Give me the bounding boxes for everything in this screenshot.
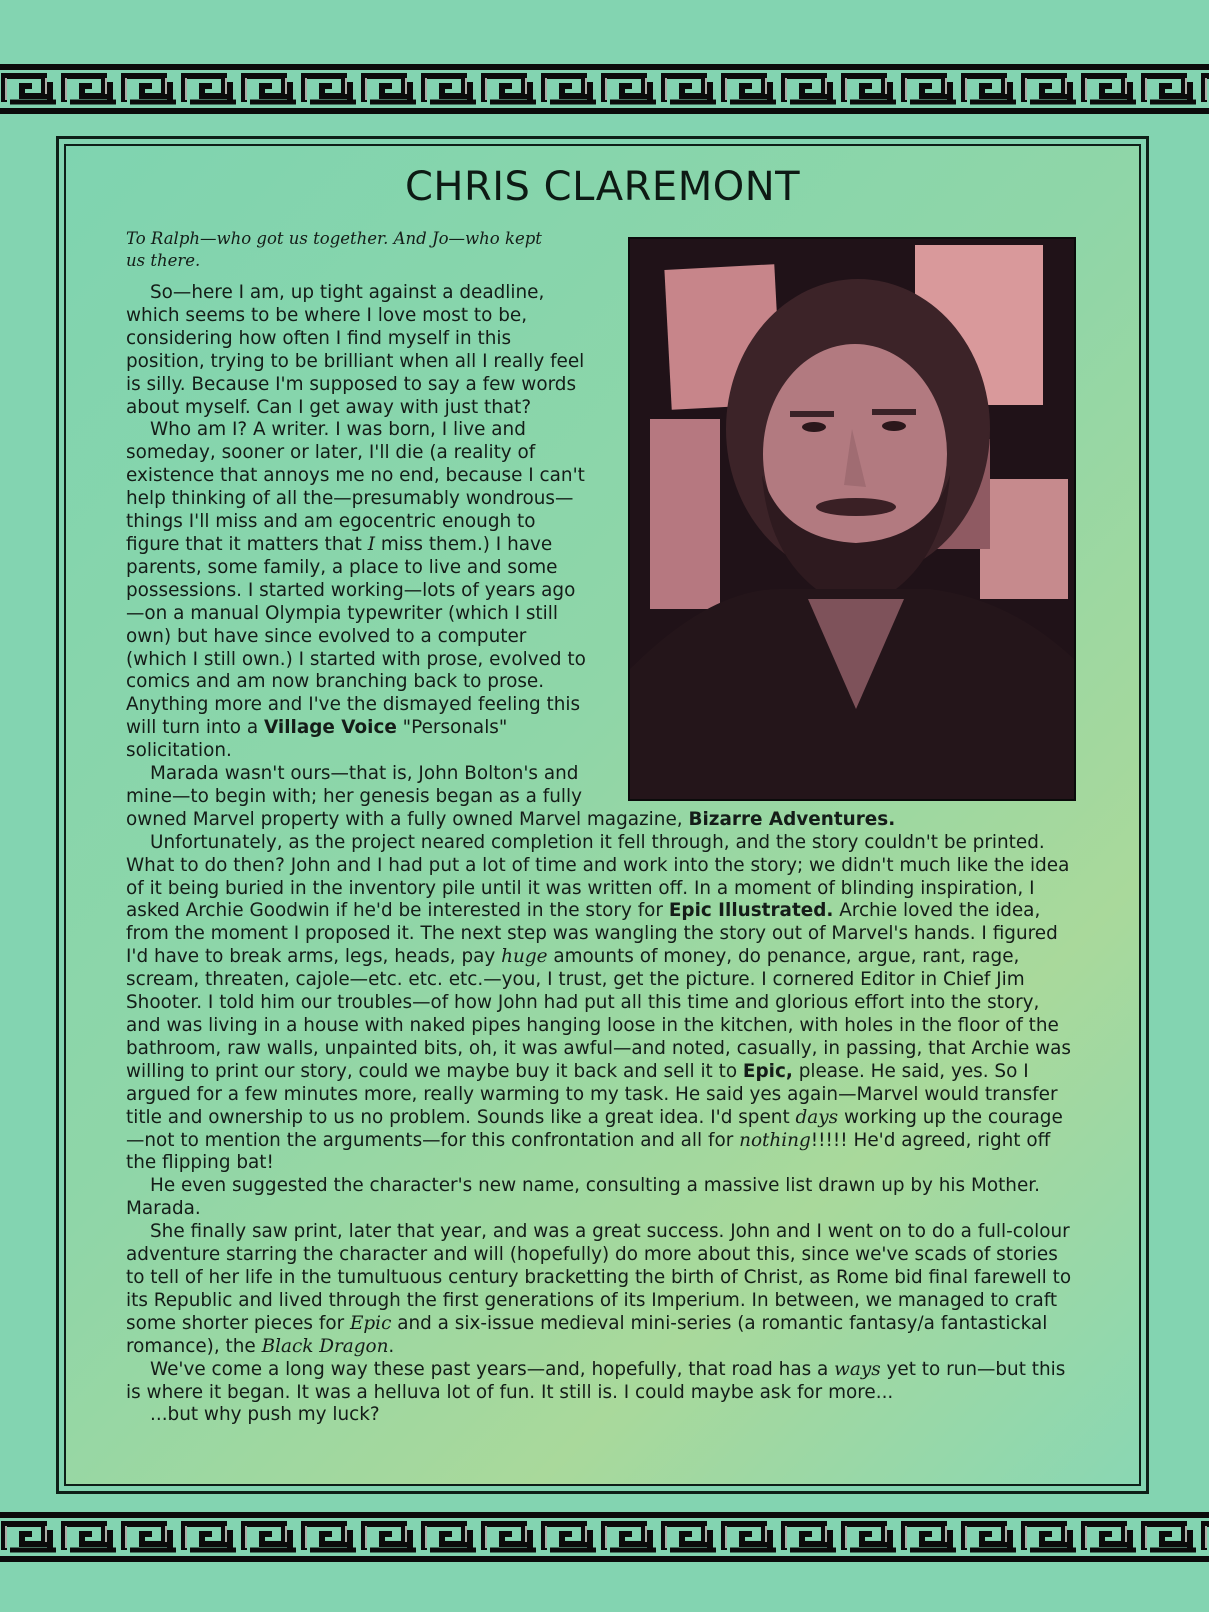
paragraph-6: She finally saw print, later that year, and was a great success. John and I went on to do a full-colour adventure starring the character and will (hopefully) do more about this, since we've scads of stories to tell of her life in the tumultuous century bracketting the birth of Christ, as Rome bid final farewell to its Republic and lived through the first generations of its Imperium. In between, we managed to craft some shorter pieces for Epic and a six-issue medieval mini-series (a romantic fantasy/a fantastickal romance), the Black Dragon. (126, 1221, 1072, 1357)
dedication: To Ralph—who got us together. And Jo—who kept us there. (126, 229, 542, 270)
paragraph-7: We've come a long way these past years—and, hopefully, that road has a ways yet to run—but this is where it began. It was a helluva lot of fun. It still is. I could maybe ask for more... (126, 1358, 1066, 1403)
paragraph-5: He even suggested the character's new name, consulting a massive list drawn up by his Mother. Marada. (126, 1175, 1040, 1220)
article-body (126, 228, 1076, 1427)
paragraph-3: Marada wasn't ours—that is, John Bolton's and mine—to begin with; her genesis began as a fully owned Marvel property with a fully owned Marvel magazine, Bizarre Adventures. (126, 763, 896, 830)
bottom-greek-key-border (0, 1510, 1209, 1564)
publication-title: Village Voice (264, 717, 397, 739)
paragraph-2: Who am I? A writer. I was born, I live and someday, sooner or later, I'll die (a reality of existence that annoys me no end, because I can't help thinking of all the—presumably wondrous—things I'll miss and am egocentric enough to figure that it matters that I miss them.) I have parents, some family, a place to live and some possessions. I started working—lots of years ago—on a manual Olympia typewriter (which I still own) but have since evolved to a computer (which I still own.) I started with prose, evolved to comics and am now branching back to prose. Anything more and I've the dismayed feeling this will turn into a Village Voice "Personals" solicitation. (126, 419, 586, 762)
top-greek-key-border (0, 62, 1209, 116)
paragraph-1: So—here I am, up tight against a deadline, which seems to be where I love most to be, considering how often I find myself in this position, trying to be brilliant when all I really feel is silly. Because I'm supposed to say a few words about myself. Can I get away with just that? (126, 282, 585, 418)
photo-spacer (586, 228, 1076, 806)
paragraph-8: ...but why push my luck? (150, 1404, 380, 1426)
page-title: CHRIS CLAREMONT (404, 164, 801, 210)
publication-title: Epic, (742, 1060, 793, 1082)
paragraph-4: Unfortunately, as the project neared completion it fell through, and the story couldn't be printed. What to do then? John and I had put a lot of time and work into the story; we didn't much like the idea of it being buried in the inventory pile until it was written off. In a moment of blinding inspiration, I asked Archie Goodwin if he'd be interested in the story for Epic Illustrated. Archie loved the idea, from the moment I proposed it. The next step was wangling the story out of Marvel's hands. I figured I'd have to break arms, legs, heads, pay huge amounts of money, do penance, argue, rant, rage, scream, threaten, cajole—etc. etc. etc.—you, I trust, get the picture. I cornered Editor in Chief Jim Shooter. I told him our troubles—of how John had put all this time and glorious effort into the story, and was living in a house with naked pipes hanging loose in the kitchen, with holes in the floor of the bathroom, raw walls, unpainted bits, oh, it was awful—and noted, casually, in passing, that Archie was willing to print our story, could we maybe buy it back and sell it to Epic, please. He said, yes. So I argued for a few minutes more, really warming to my task. He said yes again—Marvel would transfer title and ownership to us no problem. Sounds like a great idea. I'd spent days working up the courage—not to mention the arguments—for this confrontation and all for nothing!!!!! He'd agreed, right off the flipping bat! (126, 831, 1072, 1174)
publication-title: Bizarre Adventures. (688, 808, 896, 830)
publication-title: Epic Illustrated. (668, 900, 834, 922)
